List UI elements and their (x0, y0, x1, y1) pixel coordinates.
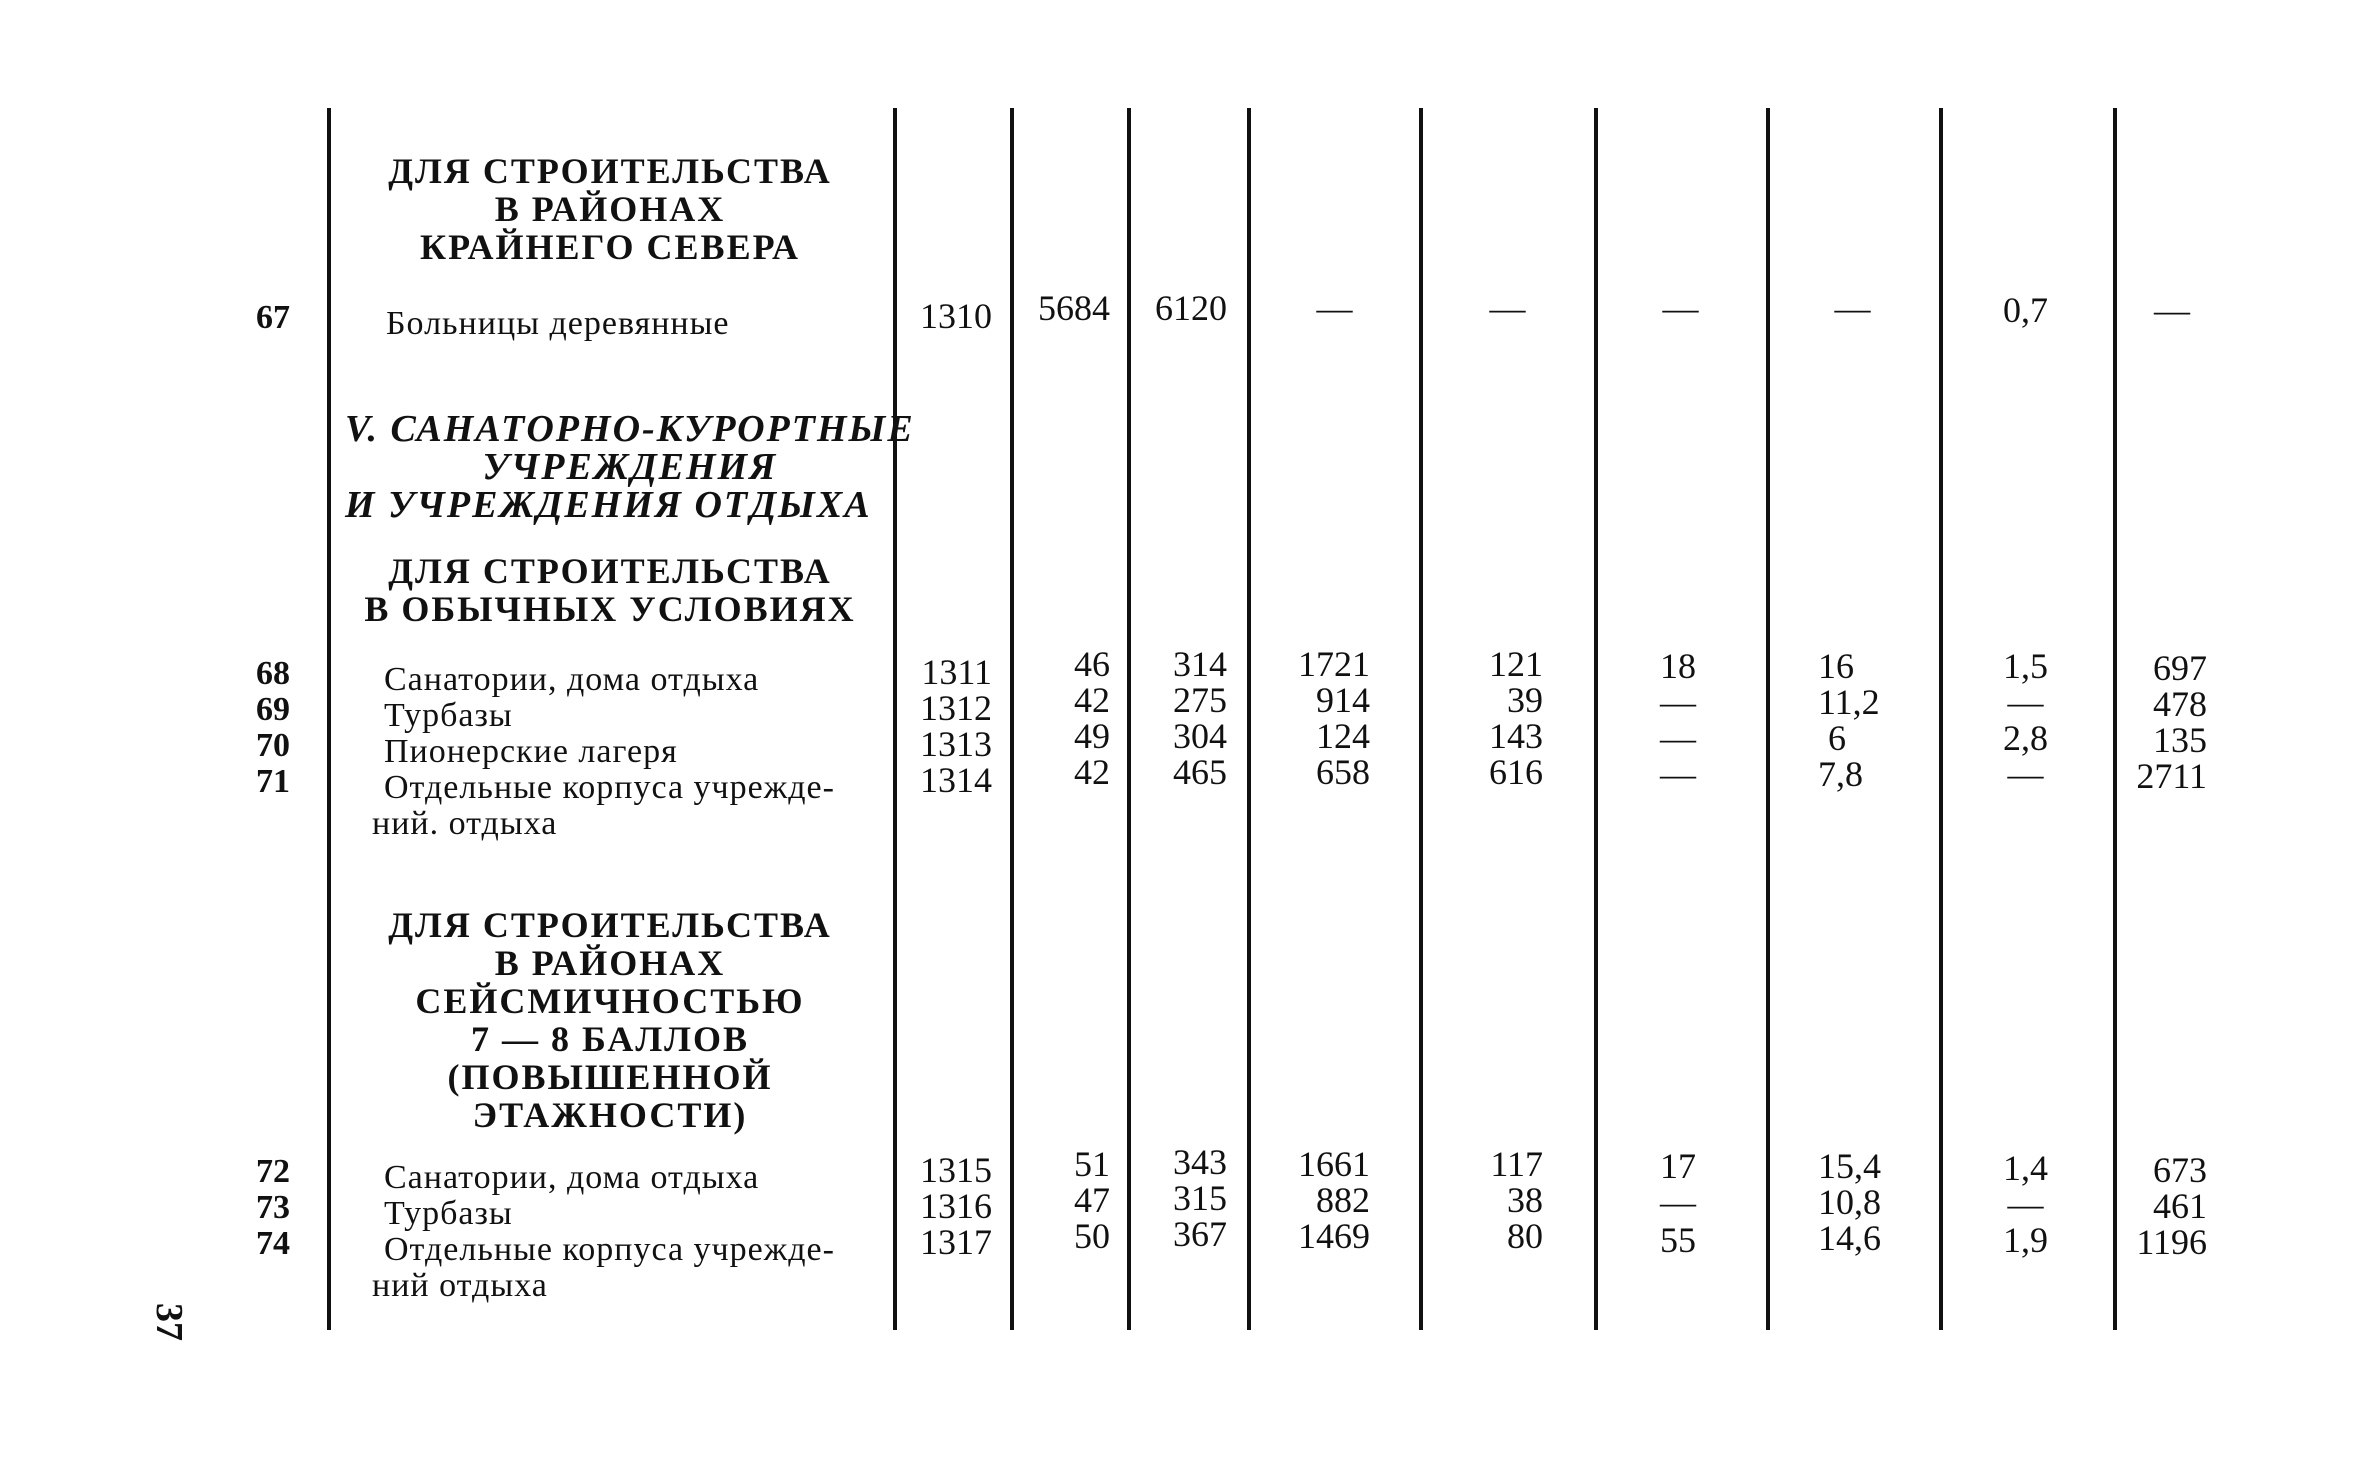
title-line: V. САНАТОРНО-КУРОРТНЫЕ (345, 408, 915, 450)
row-code: 1315 (920, 1150, 992, 1190)
row-number: 68 (256, 655, 290, 692)
row-cell: 315 (1173, 1178, 1227, 1218)
row-cell: 1,4 (2003, 1148, 2048, 1188)
row-name: Отдельные корпуса учрежде- (384, 769, 835, 806)
row-code: 1317 (920, 1222, 992, 1262)
row-cell: 1,9 (2003, 1220, 2048, 1260)
row-number: 73 (256, 1189, 290, 1226)
heading-line: (ПОВЫШЕННОЙ (447, 1057, 773, 1097)
heading-line: В РАЙОНАХ (494, 943, 726, 983)
row-cell: 15,4 (1818, 1146, 1881, 1186)
row-cell: 275 (1173, 680, 1227, 720)
row-cell: 658 (1316, 752, 1370, 792)
row-cell: — (2154, 290, 2190, 330)
row-cell: 42 (1074, 752, 1110, 792)
row-cell: 46 (1074, 644, 1110, 684)
title-line: УЧРЕЖДЕНИЯ (482, 446, 778, 488)
row-cell: 882 (1316, 1180, 1370, 1220)
row-cell: 11,2 (1818, 682, 1880, 722)
row-cell: 0,7 (2003, 290, 2048, 330)
row-cell: 49 (1074, 716, 1110, 756)
section-heading-normal (340, 552, 880, 628)
row-name: Турбазы (384, 1195, 513, 1232)
row-cell: 47 (1074, 1180, 1110, 1220)
heading-line: СЕЙСМИЧНОСТЬЮ (415, 981, 805, 1021)
row-code: 1313 (920, 724, 992, 764)
column-rule (327, 108, 331, 1330)
row-name-continued: ний отдыха (372, 1267, 548, 1304)
row-code: 1314 (920, 760, 992, 800)
row-cell: 14,6 (1818, 1218, 1881, 1258)
column-rule (1419, 108, 1423, 1330)
row-cell: 1469 (1298, 1216, 1370, 1256)
row-cell: 55 (1660, 1220, 1696, 1260)
heading-line: ДЛЯ СТРОИТЕЛЬСТВА (388, 551, 832, 591)
row-cell: 1661 (1298, 1144, 1370, 1184)
column-rule (893, 108, 897, 1330)
row-name: Пионерские лагеря (384, 733, 678, 770)
row-code: 1311 (921, 652, 992, 692)
row-cell: 117 (1490, 1144, 1543, 1184)
row-cell: — (1660, 754, 1696, 794)
heading-line: ЭТАЖНОСТИ) (472, 1095, 748, 1135)
row-cell: 314 (1173, 644, 1227, 684)
row-cell: 17 (1660, 1146, 1696, 1186)
row-number: 70 (256, 727, 290, 764)
row-cell: 124 (1316, 716, 1370, 756)
heading-line: В ОБЫЧНЫХ УСЛОВИЯХ (364, 589, 856, 629)
row-cell: 1,5 (2003, 646, 2048, 686)
row-cell: 2711 (2136, 756, 2207, 796)
row-cell: 18 (1660, 646, 1696, 686)
section-heading-seismic (340, 906, 880, 1134)
row-cell: 914 (1316, 680, 1370, 720)
row-name: Санатории, дома отдыха (384, 1159, 760, 1196)
row-cell: — (1489, 288, 1526, 328)
row-cell: 135 (2153, 720, 2207, 760)
heading-line: КРАЙНЕГО СЕВЕРА (420, 227, 800, 267)
row-cell: — (2007, 754, 2044, 794)
row-cell: — (1316, 288, 1353, 328)
row-cell: 304 (1173, 716, 1227, 756)
row-cell: 7,8 (1818, 754, 1863, 794)
section-heading-far-north (340, 152, 880, 266)
row-number: 71 (256, 763, 290, 800)
column-rule (1127, 108, 1131, 1330)
row-cell: 616 (1489, 752, 1543, 792)
row-cell: — (1834, 288, 1871, 328)
row-cell: 2,8 (2003, 718, 2048, 758)
heading-line: ДЛЯ СТРОИТЕЛЬСТВА (388, 905, 832, 945)
row-number: 69 (256, 691, 290, 728)
row-cell: 38 (1507, 1180, 1543, 1220)
row-cell: 80 (1507, 1216, 1543, 1256)
row-cell: 461 (2153, 1186, 2207, 1226)
row-cell: 6 (1828, 718, 1846, 758)
row-cell: 51 (1074, 1144, 1110, 1184)
column-rule (1010, 108, 1014, 1330)
row-name: Санатории, дома отдыха (384, 661, 760, 698)
heading-line: 7 — 8 БАЛЛОВ (471, 1019, 749, 1059)
row-number: 67 (256, 299, 290, 336)
row-cell: 16 (1818, 646, 1854, 686)
row-cell: 1196 (2136, 1222, 2207, 1262)
row-cell: 673 (2153, 1150, 2207, 1190)
heading-line: ДЛЯ СТРОИТЕЛЬСТВА (388, 151, 832, 191)
row-cell: 343 (1173, 1142, 1227, 1182)
row-cell: 478 (2153, 684, 2207, 724)
row-name: Турбазы (384, 697, 513, 734)
row-name-continued: ний. отдыха (372, 805, 558, 842)
row-cell: 121 (1489, 644, 1543, 684)
row-cell: — (2007, 682, 2044, 722)
row-cell: 10,8 (1818, 1182, 1881, 1222)
row-number: 74 (256, 1225, 290, 1262)
page-number: 37 (148, 1303, 190, 1341)
row-number: 72 (256, 1153, 290, 1190)
row-name: Больницы деревянные (386, 305, 730, 342)
row-cell: 143 (1489, 716, 1543, 756)
row-cell: 5684 (1038, 288, 1110, 328)
row-cell: 50 (1074, 1216, 1110, 1256)
row-cell: 697 (2153, 648, 2207, 688)
row-cell: 1721 (1298, 644, 1370, 684)
row-cell: 367 (1173, 1214, 1227, 1254)
title-line: И УЧРЕЖДЕНИЯ ОТДЫХА (345, 484, 872, 526)
column-rule (1247, 108, 1251, 1330)
row-cell: — (1660, 1182, 1696, 1222)
row-cell: 39 (1507, 680, 1543, 720)
row-code: 1312 (920, 688, 992, 728)
row-code: 1310 (920, 296, 992, 336)
row-cell: 42 (1074, 680, 1110, 720)
row-cell: — (2007, 1184, 2044, 1224)
row-cell: 6120 (1155, 288, 1227, 328)
row-cell: — (1660, 718, 1696, 758)
row-cell: — (1660, 682, 1696, 722)
row-code: 1316 (920, 1186, 992, 1226)
row-name: Отдельные корпуса учрежде- (384, 1231, 835, 1268)
row-cell: 465 (1173, 752, 1227, 792)
row-cell: — (1662, 288, 1699, 328)
heading-line: В РАЙОНАХ (494, 189, 726, 229)
part-title (345, 410, 915, 524)
